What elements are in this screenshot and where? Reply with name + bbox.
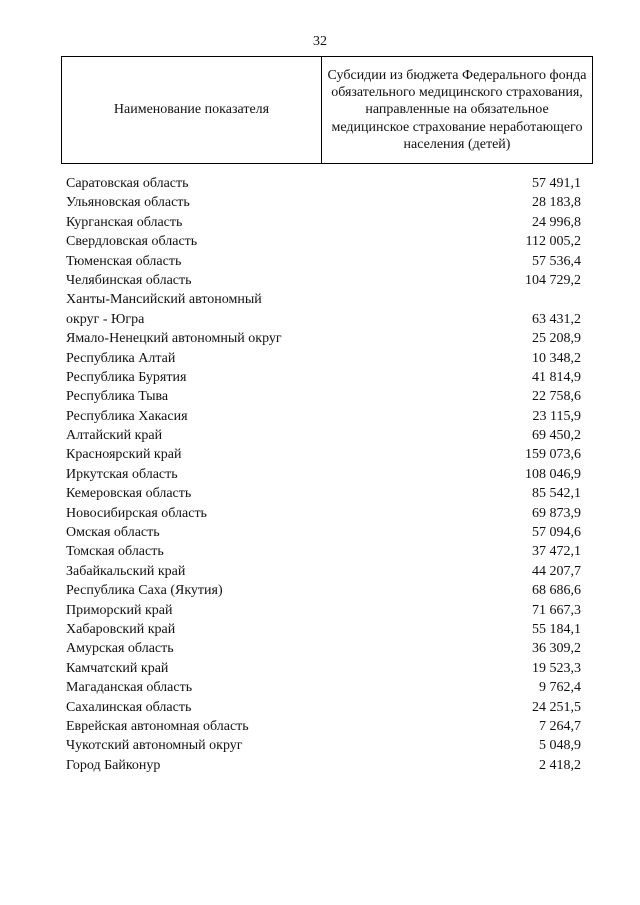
table-row	[66, 349, 581, 368]
row-name: Сахалинская область	[66, 699, 192, 715]
row-name: Республика Хакасия	[66, 408, 188, 424]
row-value: 159 073,6	[525, 447, 581, 463]
row-value: 108 046,9	[525, 466, 581, 482]
row-value: 25 208,9	[532, 331, 581, 347]
row-name: Свердловская область	[66, 234, 198, 250]
table-row	[66, 252, 581, 271]
row-name: Красноярский край	[66, 447, 182, 463]
table-row	[66, 639, 581, 658]
row-name: Ямало-Ненецкий автономный округ	[66, 331, 282, 347]
table-row	[66, 387, 581, 406]
row-value: 9 762,4	[539, 680, 581, 696]
page-number: 32	[313, 34, 327, 49]
row-name: Томская область	[66, 544, 164, 560]
table-row	[66, 271, 581, 290]
row-value: 57 536,4	[532, 253, 581, 269]
row-value: 7 264,7	[539, 718, 581, 734]
row-name: Алтайский край	[66, 428, 163, 444]
row-value: 22 758,6	[532, 389, 581, 405]
table-row	[66, 698, 581, 717]
row-value: 44 207,7	[532, 563, 581, 579]
table-row	[66, 756, 581, 775]
row-value: 57 094,6	[532, 525, 581, 541]
row-value: 36 309,2	[532, 641, 581, 657]
row-name: Республика Тыва	[66, 389, 169, 405]
row-value: 23 115,9	[532, 408, 581, 424]
row-name: Амурская область	[66, 641, 174, 657]
table-row	[66, 484, 581, 503]
row-value: 10 348,2	[532, 350, 581, 366]
row-value: 37 472,1	[532, 544, 581, 560]
row-name: Курганская область	[66, 214, 183, 230]
table-row	[66, 174, 581, 193]
row-value: 112 005,2	[525, 234, 581, 250]
table-row	[66, 523, 581, 542]
row-name: Кемеровская область	[66, 486, 192, 502]
table-row	[66, 407, 581, 426]
table-body	[66, 174, 581, 775]
row-value: 19 523,3	[532, 660, 581, 676]
table-row	[66, 504, 581, 523]
table-row	[66, 562, 581, 581]
table-row	[66, 329, 581, 348]
row-name: Тюменская область	[66, 253, 182, 269]
row-name: Саратовская область	[66, 175, 189, 191]
row-value: 28 183,8	[532, 195, 581, 211]
row-value: 68 686,6	[532, 583, 581, 599]
row-value: 24 251,5	[532, 699, 581, 715]
table-row	[66, 445, 581, 464]
table-row	[66, 736, 581, 755]
row-name: Камчатский край	[66, 660, 169, 676]
row-name: Приморский край	[66, 602, 173, 618]
table-row	[66, 193, 581, 212]
table-row	[66, 368, 581, 387]
row-name: Хабаровский край	[66, 621, 176, 637]
row-name: Республика Алтай	[66, 350, 176, 366]
table-row	[66, 426, 581, 445]
row-value: 2 418,2	[539, 757, 581, 773]
table-row	[66, 717, 581, 736]
row-name: Иркутская область	[66, 466, 178, 482]
table-header	[61, 56, 593, 164]
table-row	[66, 659, 581, 678]
row-name: Республика Саха (Якутия)	[66, 583, 223, 599]
column-header-name: Наименование показателя	[62, 57, 322, 164]
table-row	[66, 542, 581, 561]
table-row	[66, 290, 581, 329]
row-name: Забайкальский край	[66, 563, 186, 579]
row-name: Челябинская область	[66, 272, 192, 288]
table-row	[66, 620, 581, 639]
row-value: 24 996,8	[532, 214, 581, 230]
row-name: Чукотский автономный округ	[66, 738, 243, 754]
row-value: 69 873,9	[532, 505, 581, 521]
row-value: 57 491,1	[532, 175, 581, 191]
row-value: 71 667,3	[532, 602, 581, 618]
row-value: 5 048,9	[539, 738, 581, 754]
row-name: Магаданская область	[66, 680, 193, 696]
table-row	[66, 678, 581, 697]
table-row	[66, 581, 581, 600]
row-value: 69 450,2	[532, 428, 581, 444]
table-row	[66, 213, 581, 232]
column-header-value: Субсидии из бюджета Федерального фонда обязательного медицинского страхования, направленные на обязательное медицинское страхование неработающего населения (детей)	[322, 57, 593, 164]
row-name: Омская область	[66, 525, 160, 541]
row-name: Ханты-Мансийский автономный округ - Югра	[66, 292, 262, 327]
table-row	[66, 465, 581, 484]
row-name: Республика Бурятия	[66, 369, 187, 385]
row-value: 41 814,9	[532, 369, 581, 385]
table-row	[66, 232, 581, 251]
row-name: Город Байконур	[66, 757, 161, 773]
row-name: Новосибирская область	[66, 505, 207, 521]
row-name: Еврейская автономная область	[66, 718, 249, 734]
row-value: 85 542,1	[532, 486, 581, 502]
row-value: 63 431,2	[532, 311, 581, 327]
row-value: 104 729,2	[525, 272, 581, 288]
table-row	[66, 601, 581, 620]
row-value: 55 184,1	[532, 621, 581, 637]
row-name: Ульяновская область	[66, 195, 190, 211]
